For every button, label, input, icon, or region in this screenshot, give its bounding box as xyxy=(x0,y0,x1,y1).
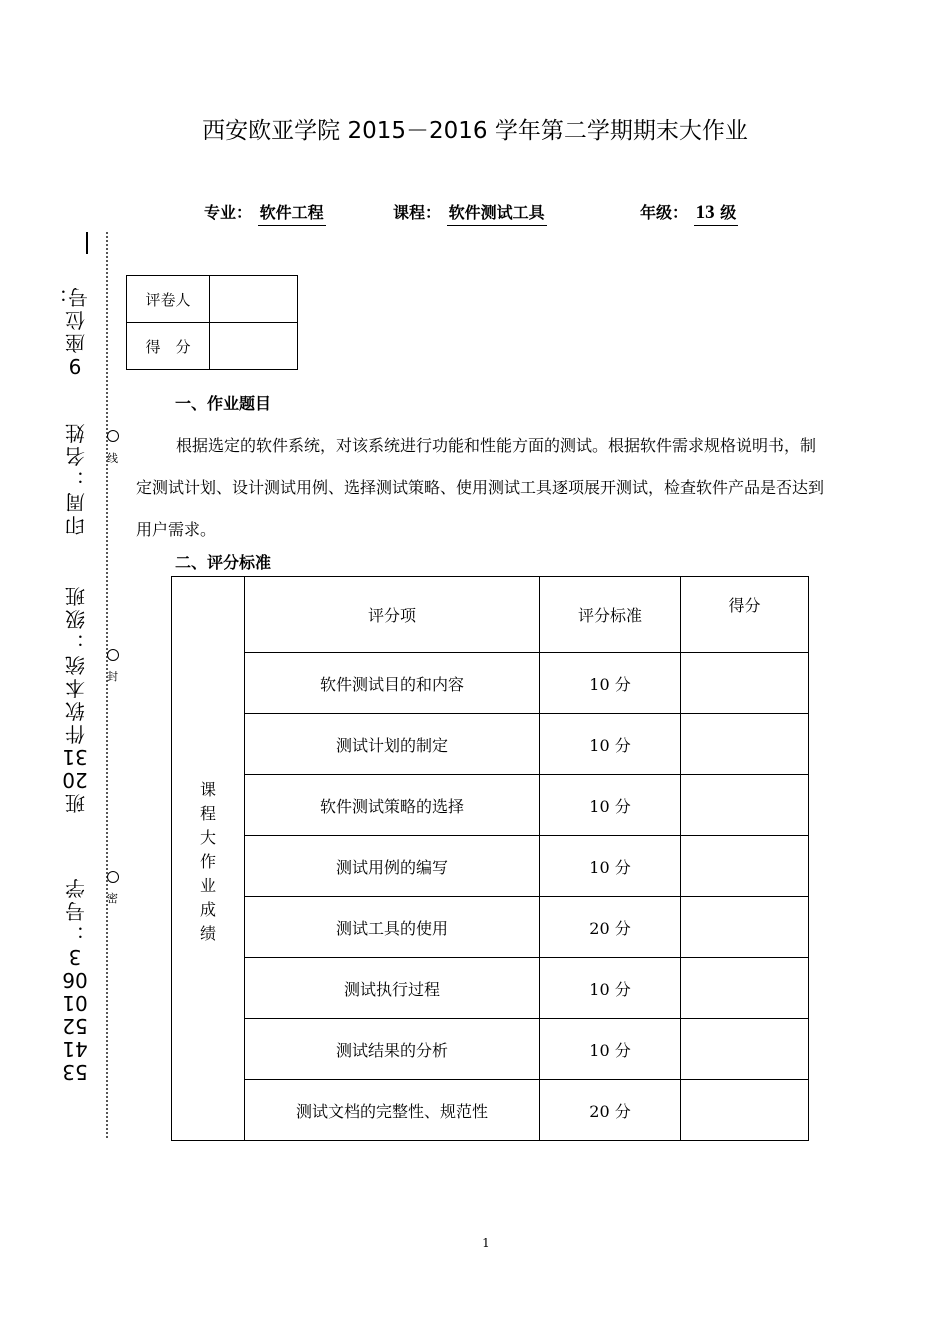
row-item: 测试执行过程 xyxy=(245,958,540,1019)
course-value: 软件测试工具 xyxy=(447,203,547,226)
row-score xyxy=(681,714,809,775)
table-row xyxy=(172,836,809,897)
row-item: 测试工具的使用 xyxy=(245,897,540,958)
course-label: 课程 xyxy=(393,203,426,222)
course-field: 课程： 软件测试工具 xyxy=(393,200,547,223)
table-row xyxy=(172,1080,809,1141)
table-row xyxy=(172,714,809,775)
header-standard: 评分标准 xyxy=(540,577,681,653)
row-score xyxy=(681,1019,809,1080)
row-item: 软件测试目的和内容 xyxy=(245,653,540,714)
header-score: 得分 xyxy=(681,577,809,653)
major-value: 软件工程 xyxy=(258,203,326,226)
row-item: 测试计划的制定 xyxy=(245,714,540,775)
row-score xyxy=(681,836,809,897)
major-label: 专业 xyxy=(204,203,237,222)
page-title: 西安欧亚学院 2015－2016 学年第二学期期末大作业 xyxy=(202,118,748,144)
seal-char-secret: 密 xyxy=(107,892,118,905)
row-standard: 10 分 xyxy=(540,958,681,1019)
grader-box xyxy=(126,275,298,370)
row-item: 测试结果的分析 xyxy=(245,1019,540,1080)
binding-circle-icon xyxy=(107,871,119,883)
binding-circle-icon xyxy=(107,649,119,661)
side-label-cell xyxy=(172,577,245,1141)
binding-student-id: 53415201063 ：号学 xyxy=(62,876,88,1084)
side-label: 课程大作业成绩 xyxy=(199,780,216,943)
binding-class: 班 2031 件软本统 ：级班 xyxy=(62,584,88,815)
row-standard: 10 分 xyxy=(540,836,681,897)
reviewer-cell xyxy=(210,276,298,323)
grade-value xyxy=(694,203,739,226)
row-item: 测试文档的完整性、规范性 xyxy=(245,1080,540,1141)
section1-body: 根据选定的软件系统，对该系统进行功能和性能方面的测试。根据软件需求规格说明书，制定测试计划、设计测试用例、选择测试策略、使用测试工具逐项展开测试，检查软件产品是否达到用户需求。 xyxy=(136,436,825,539)
row-score xyxy=(681,958,809,1019)
reviewer-label: 评卷人 xyxy=(127,276,210,323)
binding-dotted-line xyxy=(106,232,108,1138)
row-score xyxy=(681,1080,809,1141)
table-row xyxy=(172,775,809,836)
binding-teacher-name: 印周 ：名姓 xyxy=(65,421,85,537)
row-standard: 10 分 xyxy=(540,1019,681,1080)
header-item: 评分项 xyxy=(245,577,540,653)
row-standard: 20 分 xyxy=(540,1080,681,1141)
table-row xyxy=(172,958,809,1019)
section2-heading: 二、评分标准 xyxy=(175,553,272,572)
row-item: 软件测试策略的选择 xyxy=(245,775,540,836)
row-score xyxy=(681,653,809,714)
row-score xyxy=(681,897,809,958)
row-standard: 10 分 xyxy=(540,714,681,775)
section1-heading: 一、作业题目 xyxy=(175,394,272,413)
row-standard: 20 分 xyxy=(540,897,681,958)
scoring-table xyxy=(171,576,809,1141)
binding-seat-number: 9 座位号： xyxy=(48,285,88,378)
seal-char-seal: 封 xyxy=(107,670,118,683)
grade-number: 13 xyxy=(695,202,715,223)
table-row xyxy=(172,1019,809,1080)
grade-field: 年级： 13 级 xyxy=(640,200,738,224)
score-cell xyxy=(210,323,298,370)
table-row xyxy=(172,653,809,714)
binding-mark xyxy=(86,232,88,254)
table-header-row xyxy=(172,577,809,653)
row-score xyxy=(681,775,809,836)
row-standard: 10 分 xyxy=(540,653,681,714)
grade-label: 年级 xyxy=(640,203,673,222)
row-item: 测试用例的编写 xyxy=(245,836,540,897)
table-row xyxy=(172,897,809,958)
page-number: 1 xyxy=(482,1236,490,1250)
major-field: 专业： 软件工程 xyxy=(204,200,326,223)
grade-suffix: 级 xyxy=(720,203,737,222)
score-label: 得 分 xyxy=(127,323,210,370)
seal-char-line: 线 xyxy=(107,452,118,465)
binding-circle-icon xyxy=(107,430,119,442)
row-standard: 10 分 xyxy=(540,775,681,836)
